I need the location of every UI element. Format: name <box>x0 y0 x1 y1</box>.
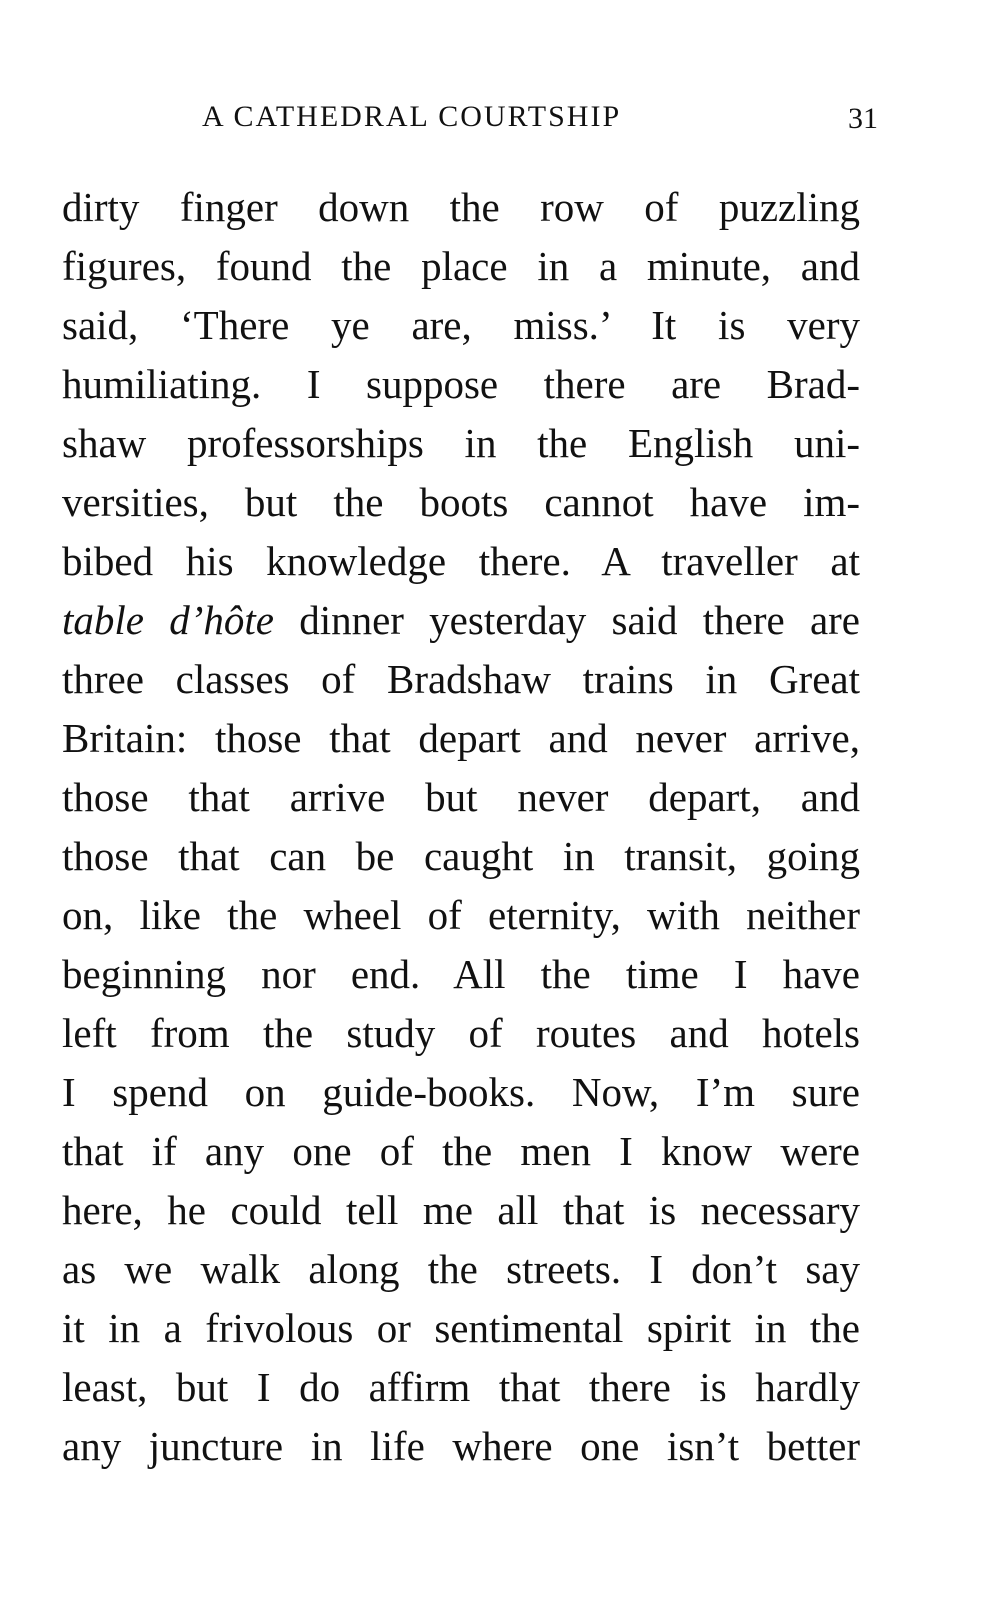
text-line: table d’hôte dinner yesterday said there are <box>62 597 860 643</box>
text-line: humiliating. I suppose there are Brad- <box>62 361 860 407</box>
page-number: 31 <box>848 102 878 135</box>
text-line: beginning nor end. All the time I have <box>62 951 860 997</box>
text-line: left from the study of routes and hotels <box>62 1010 860 1056</box>
text-line: those that can be caught in transit, going <box>62 833 860 879</box>
text-line: it in a frivolous or sentimental spirit in the <box>62 1305 860 1351</box>
body-text <box>62 178 860 1476</box>
text-line: said, ‘There ye are, miss.’ It is very <box>62 302 860 348</box>
text-line: figures, found the place in a minute, and <box>62 243 860 289</box>
text-line: as we walk along the streets. I don’t say <box>62 1246 860 1292</box>
running-title: A CATHEDRAL COURTSHIP <box>202 100 622 133</box>
text-line: Britain: those that depart and never arrive, <box>62 715 860 761</box>
text-line: here, he could tell me all that is necessary <box>62 1187 860 1233</box>
text-line: I spend on guide-books. Now, I’m sure <box>62 1069 860 1115</box>
text-line: bibed his knowledge there. A traveller at <box>62 538 860 584</box>
running-head <box>62 100 878 144</box>
text-line: those that arrive but never depart, and <box>62 774 860 820</box>
text-line: dirty finger down the row of puzzling <box>62 184 860 230</box>
text-line: least, but I do affirm that there is hardly <box>62 1364 860 1410</box>
text-line: on, like the wheel of eternity, with neither <box>62 892 860 938</box>
text-line: three classes of Bradshaw trains in Great <box>62 656 860 702</box>
text-line: that if any one of the men I know were <box>62 1128 860 1174</box>
text-line: any juncture in life where one isn’t better <box>62 1423 860 1469</box>
text-line: shaw professorships in the English uni- <box>62 420 860 466</box>
italic-phrase: table d’hôte <box>62 597 274 643</box>
text-line: versities, but the boots cannot have im- <box>62 479 860 525</box>
